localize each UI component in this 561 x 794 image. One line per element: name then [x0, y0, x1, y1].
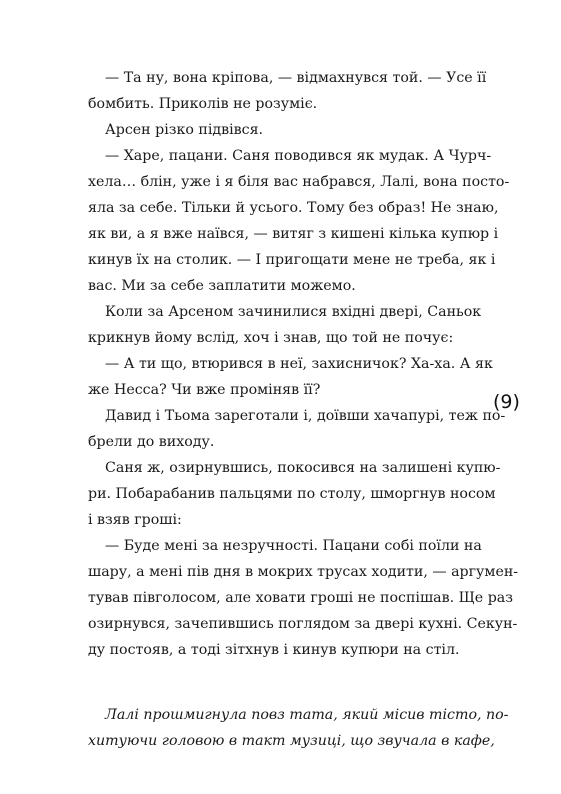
- text-line: тував півголосом, але ховати гроші не поспішав. Ще раз: [88, 590, 513, 606]
- text-line: ри. Побарабанив пальцями по столу, шморгнув носом: [88, 486, 496, 502]
- text-line: хела… блін, уже і я біля вас набрався, Лалі, вона посто-: [88, 174, 510, 190]
- text-line: ду постояв, а тоді зітхнув і кинув купюри на стіл.: [88, 642, 460, 658]
- text-line: Лалі прошмигнула повз тата, який місив тісто, по-: [105, 707, 509, 723]
- text-line: Коли за Арсеном зачинилися вхідні двері, Саньок: [105, 304, 482, 320]
- text-line: же Несса? Чи вже проміняв її?: [88, 382, 321, 398]
- text-line: бомбить. Приколів не розуміє.: [88, 96, 318, 112]
- text-line: Саня ж, озирнувшись, покосився на залишені купю-: [105, 460, 501, 476]
- text-line: — Буде мені за незручності. Пацани собі поїли на: [105, 538, 482, 554]
- text-line: хитуючи головою в такт музиці, що звучала в кафе,: [88, 733, 495, 749]
- page-number: (9): [493, 391, 520, 413]
- text-line: яла за себе. Тільки й усього. Тому без образ! Не знаю,: [88, 200, 499, 216]
- text-line: Давид і Тьома зареготали і, доївши хачапурі, теж по-: [105, 408, 506, 424]
- text-line: — Харе, пацани. Саня поводився як мудак. А Чурч-: [105, 148, 492, 164]
- text-line: Арсен різко підвівся.: [105, 122, 264, 138]
- text-line: — Та ну, вона кріпова, — відмахнувся той. — Усе її: [105, 70, 487, 86]
- text-line: як ви, а я вже наївся, — витяг з кишені кілька купюр і: [88, 226, 499, 242]
- text-line: крикнув йому вслід, хоч і знав, що той не почує:: [88, 330, 454, 346]
- text-line: і взяв гроші:: [88, 512, 182, 528]
- text-line: кинув їх на столик. — І пригощати мене не треба, як і: [88, 252, 496, 268]
- text-line: — А ти що, втюрився в неї, захисничок? Ха-ха. А як: [105, 356, 493, 372]
- text-line: брели до виходу.: [88, 434, 215, 450]
- text-line: шару, а мені пів дня в мокрих трусах ходити, — аргумен-: [88, 564, 519, 580]
- text-line: вас. Ми за себе заплатити можемо.: [88, 278, 356, 294]
- text-line: озирнувся, зачепившись поглядом за двері кухні. Секун-: [88, 616, 518, 632]
